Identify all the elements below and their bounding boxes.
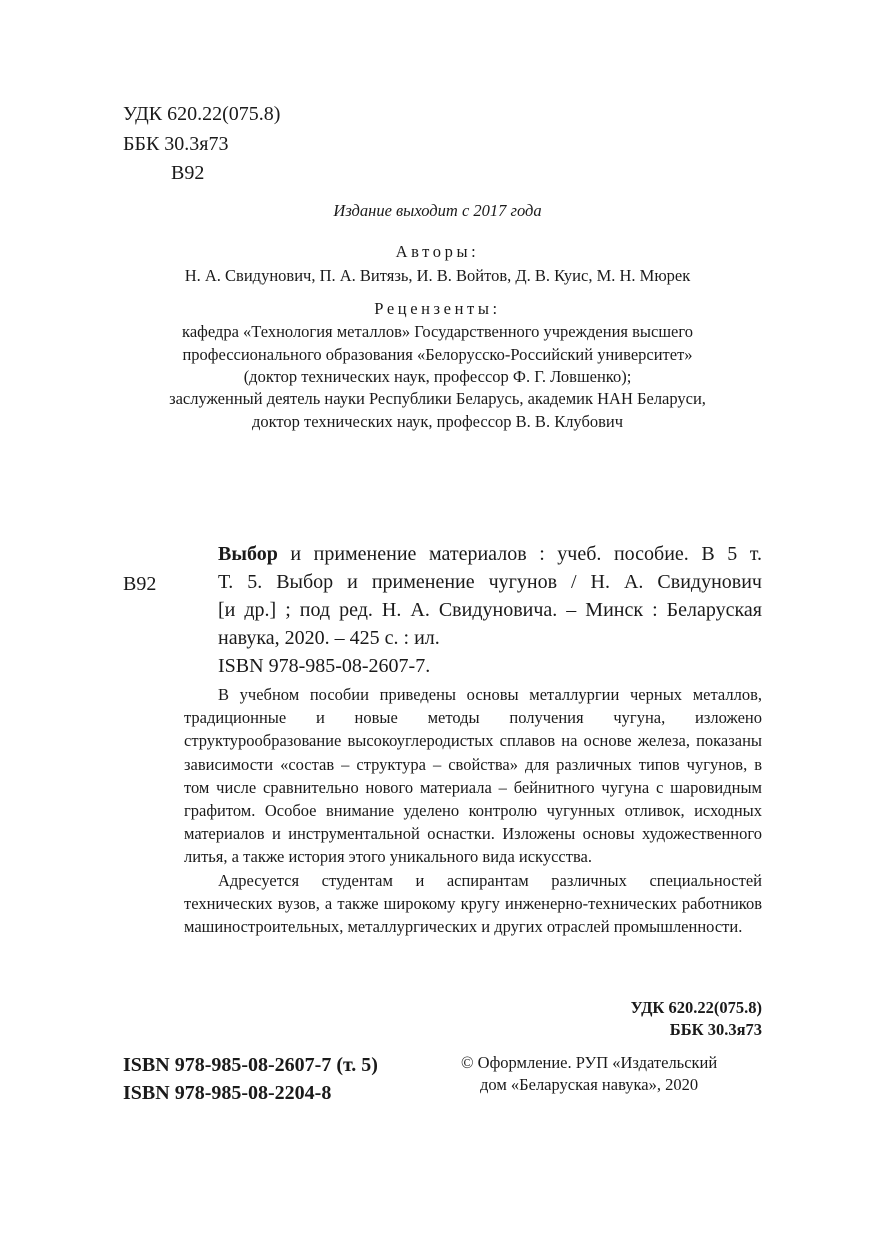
catalog-isbn: ISBN 978-985-08-2607-7. (218, 655, 431, 677)
abstract-paragraph: В учебном пособии приведены основы металлургии черных металлов, традиционные и новые методы получения чугуна, изложено структурообразование высокоуглеродистых сплавов на основе железа, показаны зависимости «состав – структура – свойства» для различных типов чугунов, в том числе сравнительно нового материала – бейнитного чугуна с шаровидным графитом. Особое внимание уделено контролю чугунных отливок, исходных материалов и инструментальной оснастки. Изложены основы художественного литья, а также история этого уникального вида искусства. (184, 685, 762, 867)
copyright-line: © Оформление. РУП «Издательский (461, 1053, 718, 1072)
isbn-set: ISBN 978-985-08-2204-8 (123, 1082, 332, 1104)
reviewer-line: кафедра «Технология металлов» Государственного учреждения высшего (182, 322, 693, 341)
reviewer-line: заслуженный деятель науки Республики Беларусь, академик НАН Беларуси, (169, 389, 706, 408)
author-mark: В92 (171, 162, 205, 184)
authors-heading: Авторы: (395, 242, 480, 261)
reviewer-line: доктор технических наук, профессор В. В. Клубович (251, 412, 624, 431)
catalog-line: Т. 5. Выбор и применение чугунов / Н. А. Свидунович (218, 571, 762, 593)
catalog-line (218, 540, 762, 568)
catalog-title-bold: Выбор (218, 543, 278, 565)
catalog-mark: В92 (123, 573, 157, 595)
footer-bbk: ББК 30.3я73 (669, 1020, 762, 1039)
udk-code: УДК 620.22(075.8) (123, 103, 281, 125)
bbk-code: ББК 30.3я73 (123, 133, 229, 155)
reviewer-line: профессионального образования «Белорусско-Российский университет» (182, 345, 693, 364)
catalog-title-rest: и применение материалов : учеб. пособие. В 5 т. (277, 543, 762, 565)
isbn-volume: ISBN 978-985-08-2607-7 (т. 5) (123, 1054, 378, 1076)
catalog-line: навука, 2020. – 425 с. : ил. (218, 627, 440, 649)
footer-udk: УДК 620.22(075.8) (630, 998, 762, 1017)
abstract (184, 683, 762, 938)
authors-names: Н. А. Свидунович, П. А. Витязь, И. В. Войтов, Д. В. Куис, М. Н. Мюрек (184, 266, 691, 285)
series-note: Издание выходит с 2017 года (333, 201, 542, 220)
abstract-paragraph: Адресуется студентам и аспирантам различных специальностей технических вузов, а также широкому кругу инженерно-технических работников машиностроительных, металлургических и других отраслей промышленности. (184, 870, 762, 937)
catalog-line: [и др.] ; под ред. Н. А. Свидуновича. – Минск : Беларуская (218, 599, 762, 621)
reviewer-line: (доктор технических наук, профессор Ф. Г. Ловшенко); (243, 367, 632, 386)
copyright-line: дом «Беларуская навука», 2020 (480, 1075, 699, 1094)
catalog-entry (218, 540, 762, 680)
reviewers-heading: Рецензенты: (374, 299, 501, 318)
